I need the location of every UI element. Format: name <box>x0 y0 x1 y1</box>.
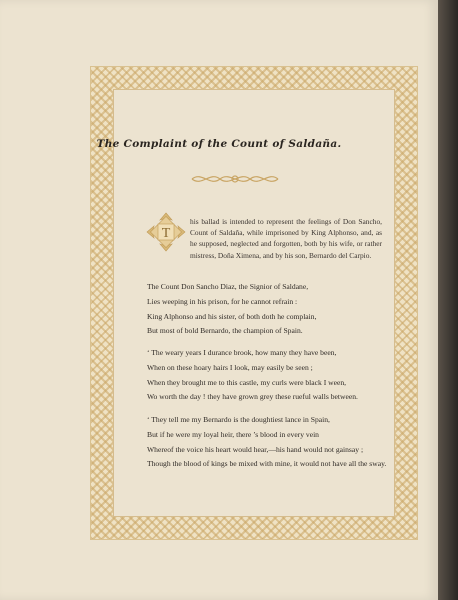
verse-line: The Count Don Sancho Diaz, the Signior of Saldane, <box>147 282 309 291</box>
verse-line: Wo worth the day ! they have grown grey these rueful walls between. <box>147 392 358 402</box>
verse-line: But most of bold Bernardo, the champion of Spain. <box>147 326 303 336</box>
initial-letter-ornament <box>146 212 186 252</box>
verse-line: When on these hoary hairs I look, may easily be seen ; <box>147 362 313 372</box>
title-ornament-icon <box>190 170 280 188</box>
book-edge <box>438 0 458 600</box>
verse-line: Whereof the voice his heart would hear,—his hand would not gainsay ; <box>147 444 364 454</box>
stanza-3 <box>147 413 407 472</box>
verse-line: But if he were my loyal heir, there ’s blood in every vein <box>147 429 319 439</box>
stanza-1 <box>147 280 407 339</box>
initial-letter: T <box>161 226 171 241</box>
intro-paragraph: his ballad is intended to represent the feelings of Don Sancho, Count of Saldaña, while imprisoned by King Alphonso, and, as he supposed, neglected and forgotten, both by his wife, or rather mistress, Doña Ximena, and by his son, Bernardo del Carpio. <box>190 217 382 260</box>
verse-line: Lies weeping in his prison, for he cannot refrain : <box>147 296 298 306</box>
stanza-2 <box>147 346 407 405</box>
verse-line: When they brought me to this castle, my curls were black I ween, <box>147 377 347 387</box>
page-title: The Complaint of the Count of Saldaña. <box>96 138 342 150</box>
verse-line: Though the blood of kings be mixed with mine, it would not have all the sway. <box>147 459 387 469</box>
verse-line: ‘ They tell me my Bernardo is the doughtiest lance in Spain, <box>147 415 330 424</box>
verse-line: ‘ The weary years I durance brook, how many they have been, <box>147 348 337 357</box>
verse-line: King Alphonso and his sister, of both doth he complain, <box>147 311 317 321</box>
